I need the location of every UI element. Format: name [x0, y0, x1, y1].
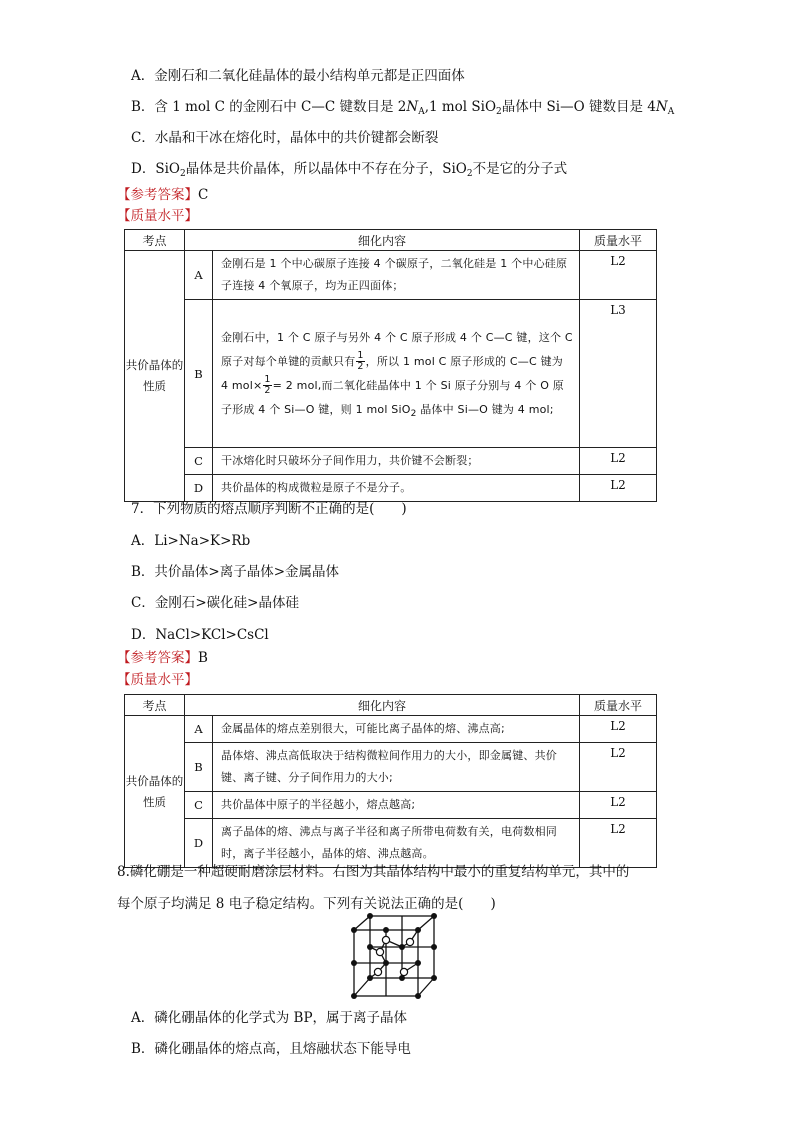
q6-row-b-level: L3: [580, 300, 657, 448]
q7-row-c-option: C: [185, 792, 213, 819]
q7-option-b: B．共价晶体>离子晶体>金属晶体: [131, 564, 340, 580]
q7-answer-value: B: [198, 650, 208, 666]
q6-quality-table: [124, 229, 657, 502]
q8-option-a: A．磷化硼晶体的化学式为 BP，属于离子晶体: [131, 1010, 408, 1026]
q6-option-b: [131, 97, 674, 117]
q6-row-b-text1: 金刚石中，1 个 C 原子与另外 4 个 C 原子形成 4 个 C—C 键，这个 C 原子对每个单键的贡献只有: [221, 330, 573, 368]
q7-header-level: 质量水平: [580, 695, 657, 716]
q8-option-b: B．磷化硼晶体的熔点高，且熔融状态下能导电: [131, 1041, 411, 1057]
fraction-denominator-2: 2: [264, 385, 271, 396]
q7-row-a-option: A: [185, 716, 213, 743]
q6-option-b-sub2: 2: [496, 107, 502, 117]
q7-quality-label-text: 【质量水平】: [117, 672, 198, 688]
q7-row-c-level: L2: [580, 792, 657, 819]
q7-answer-label: 【参考答案】: [117, 650, 198, 666]
q6-row-d-content: 共价晶体的构成微粒是原子不是分子。: [213, 475, 580, 502]
fraction-numerator: 1: [357, 350, 364, 361]
q7-option-d: D．NaCl>KCl>CsCl: [131, 627, 269, 643]
q7-stem: 7．下列物质的熔点顺序判断不正确的是( ): [131, 501, 407, 517]
q8-stem-line1: 8.磷化硼是一种超硬耐磨涂层材料。右图为其晶体结构中最小的重复结构单元，其中的: [117, 864, 630, 880]
q6-header-content: 细化内容: [185, 230, 580, 251]
q6-option-d-sub1: 2: [179, 169, 186, 179]
q7-kaodian-cell: 共价晶体的性质: [125, 716, 185, 868]
q6-row-c-content: 干冰熔化时只破坏分子间作用力，共价键不会断裂；: [213, 448, 580, 475]
fraction-one-half: [356, 351, 364, 372]
q7-quality-label: [117, 670, 198, 690]
q6-answer-label: 【参考答案】: [117, 187, 198, 203]
q6-row-a-option: A: [185, 251, 213, 300]
q6-option-b-na1-sub: A: [418, 107, 425, 117]
q6-row-c-level: L2: [580, 448, 657, 475]
q6-header-level: 质量水平: [580, 230, 657, 251]
q6-row-a-level: L2: [580, 251, 657, 300]
q6-answer-value: C: [198, 187, 209, 203]
q6-quality-label: [117, 206, 198, 226]
q6-row-b-text3: = 2 mol,而二氧化硅晶体中 1 个 Si 原子分别与 4 个 O 原子形成 4 个 Si—O 键，则 1 mol SiO: [221, 378, 564, 416]
q6-option-b-part1: B．含 1 mol C 的金刚石中 C—C 键数目是 2: [131, 99, 407, 115]
q6-option-d-part1: D．SiO: [131, 161, 180, 177]
q6-row-b-text2: ，所以 1 mol C 原子形成的 C—C 键为 4 mol×: [221, 354, 563, 392]
fraction-one-half-2: [263, 375, 271, 396]
q7-row-c-content: 共价晶体中原子的半径越小，熔点越高;: [213, 792, 580, 819]
q7-header-kaodian: 考点: [125, 695, 185, 716]
q7-row-a-content: 金属晶体的熔点差别很大，可能比离子晶体的熔、沸点高;: [213, 716, 580, 743]
q7-row-d-content: 离子晶体的熔、沸点与离子半径和离子所带电荷数有关，电荷数相同时，离子半径越小，晶体的熔、沸点越高。: [213, 819, 580, 868]
q6-row-a-content: 金刚石是 1 个中心碳原子连接 4 个碳原子，二氧化硅是 1 个中心硅原子连接 4 个氧原子，均为正四面体；: [213, 251, 580, 300]
q7-row-b-option: B: [185, 743, 213, 792]
boron-phosphide-unit-cell-diagram: [350, 912, 438, 1000]
q7-answer: [117, 648, 208, 668]
q6-row-b-content: [213, 300, 580, 448]
q6-row-b-sub: 2: [410, 408, 417, 419]
q6-option-b-part2: ,1 mol SiO: [424, 99, 497, 115]
q6-option-b-part3: 晶体中 Si—O 键数目是 4: [501, 99, 656, 115]
q6-option-b-na1: N: [406, 99, 419, 115]
q7-quality-table: [124, 694, 657, 868]
q7-row-d-level: L2: [580, 819, 657, 868]
q6-option-d-part2: 晶体是共价晶体，所以晶体中不存在分子，SiO: [185, 161, 467, 177]
q6-option-d-sub2: 2: [466, 169, 473, 179]
q7-option-c: C．金刚石>碳化硅>晶体硅: [131, 595, 299, 611]
q6-row-d-level: L2: [580, 475, 657, 502]
q8-stem-line2: 每个原子均满足 8 电子稳定结构。下列有关说法正确的是( ): [117, 896, 496, 912]
q6-kaodian-cell: 共价晶体的性质: [125, 251, 185, 502]
q6-row-b-text4: 晶体中 Si—O 键为 4 mol;: [416, 402, 554, 416]
q6-option-d: [131, 159, 567, 179]
q7-option-a: A．Li>Na>K>Rb: [131, 533, 251, 549]
q7-row-d-option: D: [185, 819, 213, 868]
q6-row-c-option: C: [185, 448, 213, 475]
q6-header-kaodian: 考点: [125, 230, 185, 251]
q6-row-b-option: B: [185, 300, 213, 448]
fraction-denominator: 2: [357, 361, 364, 372]
q6-option-d-part3: 不是它的分子式: [472, 161, 568, 177]
q7-row-a-level: L2: [580, 716, 657, 743]
q6-option-b-na2-sub: A: [667, 107, 675, 117]
q7-header-content: 细化内容: [185, 695, 580, 716]
q6-option-a: A．金刚石和二氧化硅晶体的最小结构单元都是正四面体: [131, 68, 465, 84]
q6-answer: [117, 185, 208, 205]
q6-row-d-option: D: [185, 475, 213, 502]
q6-quality-label-text: 【质量水平】: [117, 208, 198, 224]
q6-option-c: C．水晶和干冰在熔化时，晶体中的共价键都会断裂: [131, 130, 439, 146]
fraction-numerator-2: 1: [264, 374, 271, 385]
q7-row-b-level: L2: [580, 743, 657, 792]
q6-option-b-na2: N: [655, 99, 668, 115]
q7-row-b-content: 晶体熔、沸点高低取决于结构微粒间作用力的大小，即金属键、共价键、离子键、分子间作用力的大小;: [213, 743, 580, 792]
